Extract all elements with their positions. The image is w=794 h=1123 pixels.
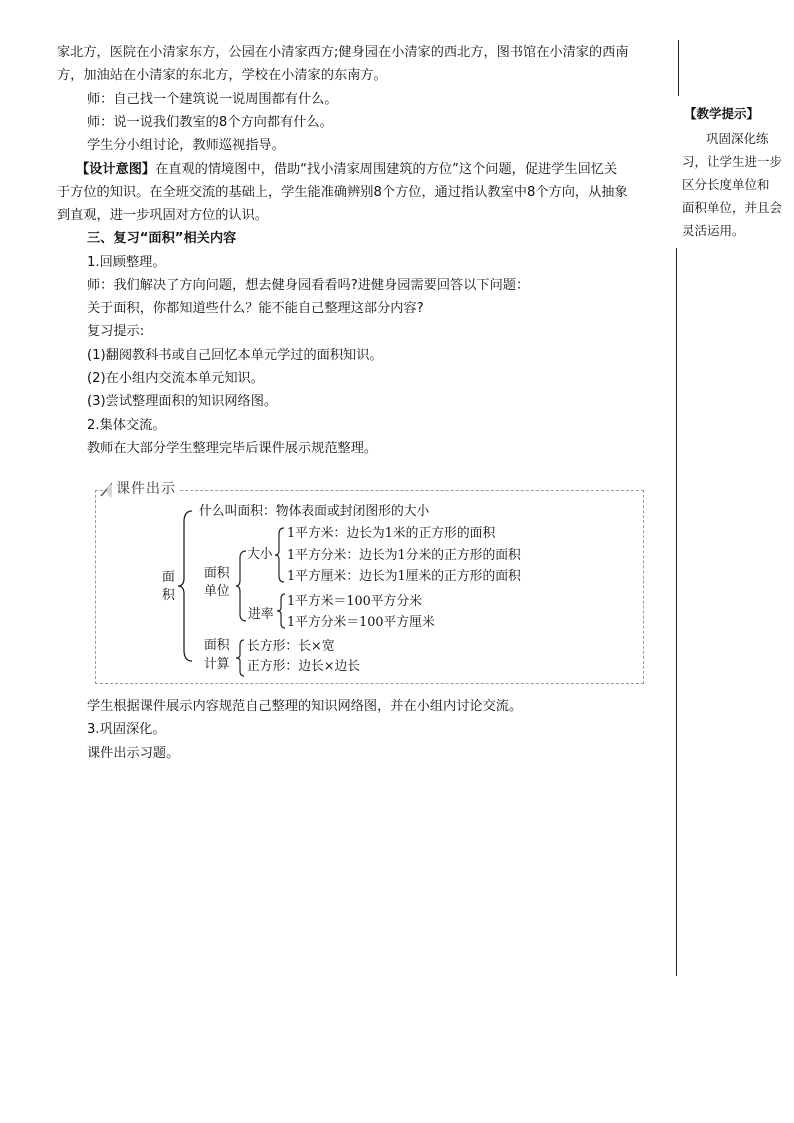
body-line-1: 家北方，医院在小清家东方，公园在小清家西方;健身园在小清家的西北方，图书馆在小清家的西南 xyxy=(57,45,629,60)
body-line-21: 课件出示习题。 xyxy=(87,746,180,761)
tree-root-char-1: 面 xyxy=(162,570,175,585)
tree-size-item: 1平方厘米：边长为1厘米的正方形的面积 xyxy=(287,569,521,584)
body-line-13: 复习提示: xyxy=(87,324,145,339)
tree-main-brace xyxy=(178,508,198,664)
tree-calc-item: 正方形：边长×边长 xyxy=(247,659,361,674)
tree-units-1: 面积 xyxy=(204,566,230,581)
body-line-10: 1.回顾整理。 xyxy=(87,255,166,270)
body-line-5: 学生分小组讨论，教师巡视指导。 xyxy=(87,138,285,153)
body-line-20: 3.巩固深化。 xyxy=(87,722,166,737)
tree-calc-item: 长方形：长×宽 xyxy=(247,639,335,654)
body-line-16: (3)尝试整理面积的知识网络图。 xyxy=(87,394,278,409)
body-line-4: 师：说一说我们教室的8个方向都有什么。 xyxy=(87,115,333,130)
teaching-tip-line: 面积单位，并且会 xyxy=(682,200,783,215)
tree-root-char-2: 积 xyxy=(162,588,175,603)
tree-size-brace xyxy=(275,525,287,585)
teaching-tip-line: 巩固深化练 xyxy=(706,131,769,146)
teaching-tip-line: 灵活运用。 xyxy=(682,223,745,238)
body-line-14: (1)翻阅教科书或自己回忆本单元学过的面积知识。 xyxy=(87,348,383,363)
tree-rate-brace xyxy=(277,592,287,630)
side-column-divider xyxy=(676,248,677,976)
tree-size-item: 1平方米：边长为1米的正方形的面积 xyxy=(287,526,496,541)
tree-rate-item: 1平方米＝100平方分米 xyxy=(287,594,422,609)
tree-units-2: 单位 xyxy=(204,584,230,599)
tree-rate-item: 1平方分米＝100平方厘米 xyxy=(287,615,435,630)
tree-calc-2: 计算 xyxy=(204,657,230,672)
tree-calc-brace xyxy=(236,638,246,678)
tree-calc-1: 面积 xyxy=(204,638,230,653)
section-heading: 三、复习“面积”相关内容 xyxy=(87,231,237,246)
body-line-2: 方，加油站在小清家的东北方，学校在小清家的东南方。 xyxy=(57,68,387,83)
body-line-18: 教师在大部分学生整理完毕后课件展示规范整理。 xyxy=(87,441,378,456)
tree-size-label: 大小 xyxy=(247,547,273,562)
courseware-label: 课件出示 xyxy=(112,478,180,498)
teaching-tip-title: 【教学提示】 xyxy=(684,106,760,121)
body-line-15: (2)在小组内交流本单元知识。 xyxy=(87,371,264,386)
teaching-tip-line: 习，让学生进一步 xyxy=(682,154,783,169)
body-line-3: 师：自己找一个建筑说一说周围都有什么。 xyxy=(87,92,338,107)
tree-size-item: 1平方分米：边长为1分米的正方形的面积 xyxy=(287,548,521,563)
body-line-17: 2.集体交流。 xyxy=(87,418,166,433)
teaching-tip-line: 区分长度单位和 xyxy=(682,177,770,192)
tree-rate-label: 进率 xyxy=(248,607,274,622)
design-intent-label: 【设计意图】 xyxy=(76,162,156,177)
main-column-divider xyxy=(678,40,679,96)
body-line-7: 于方位的知识。在全班交流的基础上，学生能准确辨别8个方位，通过指认教室中8个方向，从抽象 xyxy=(57,185,628,200)
design-intent-line xyxy=(76,161,617,179)
tree-definition: 什么叫面积：物体表面或封闭图形的大小 xyxy=(199,504,430,519)
body-line-11: 师：我们解决了方向问题，想去健身园看看吗?进健身园需要回答以下问题： xyxy=(87,278,530,293)
body-line-12: 关于面积，你都知道些什么？能不能自己整理这部分内容? xyxy=(87,301,424,316)
design-intent-text: 在直观的情境图中，借助“找小清家周围建筑的方位”这个问题，促进学生回忆关 xyxy=(155,162,618,177)
body-line-8: 到直观，进一步巩固对方位的认识。 xyxy=(57,208,268,223)
body-line-19: 学生根据课件展示内容规范自己整理的知识网络图，并在小组内讨论交流。 xyxy=(87,699,523,714)
